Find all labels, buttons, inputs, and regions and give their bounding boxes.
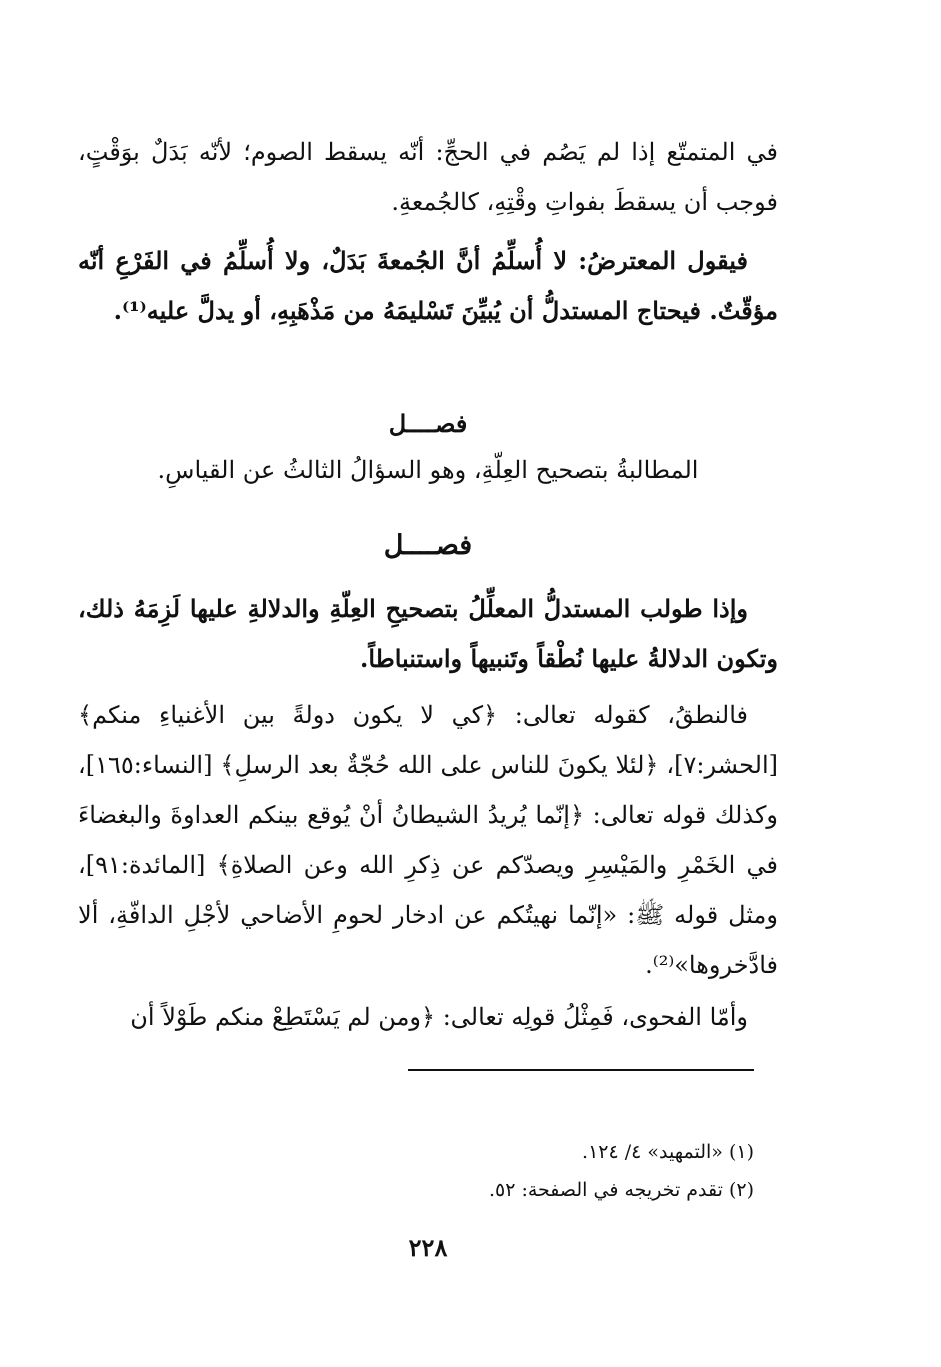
paragraph-demand-for-cause: وإذا طولب المستدلُّ المعلِّلُ بتصحيحِ العِلّةِ والدلالةِ عليها لَزِمَهُ ذلك، وتكون الدلالةُ عليها نُطْقاً وتَنبيهاً واستنباطاً. [78, 594, 778, 673]
paragraph-explicit-text: فالنطقُ، كقوله تعالى: ﴿كي لا يكون دولةً بين الأغنياءِ منكم﴾ [الحشر:٧]، ﴿لئلا يكونَ للناس على الله حُجّةٌ بعد الرسلِ﴾ [النساء:١٦٥]، وكذلك قوله تعالى: ﴿إنّما يُريدُ الشيطانُ أنْ يُوقع بينكم العداوةَ والبغضاءَ في الخَمْرِ والمَيْسِرِ ويصدّكم عن ذِكرِ الله وعن الصلاةِ﴾ [المائدة:٩١]، ومثل قوله ﷺ: «إنّما نهيتُكم عن ادخار لحومِ الأضاحي لأجْلِ الدافّةِ، ألا فادَّخروها»⁽²⁾. [78, 701, 779, 979]
section-subtitle: المطالبةُ بتصحيح العِلّةِ، وهو السؤالُ الثالثُ عن القياسِ. [157, 456, 699, 484]
section-heading-fasl-2: فصــــل [383, 530, 473, 561]
footnotes [78, 1133, 754, 1209]
page-number: ٢٢٨ [408, 1233, 448, 1262]
section-heading-fasl-1: فصــــل [388, 409, 468, 438]
paragraph-continuation: في المتمتّع إذا لم يَصُم في الحجِّ: أنّه يسقط الصوم؛ لأنّه بَدَلٌ بوَقْتٍ، فوجب أن يسقطَ بفواتِ وقْتِهِ، كالجُمعةِ. [78, 138, 778, 216]
paragraph-implication: وأمّا الفحوى، فَمِثْلُ قولِه تعالى: ﴿ومن لم يَسْتَطِعْ منكم طَوْلاً أن [130, 1003, 748, 1031]
footnote-1: (١) «التمهيد» ٤/ ١٢٤. [582, 1141, 754, 1163]
footnote-divider [408, 1069, 754, 1071]
paragraph-objection: فيقول المعترضُ: لا أُسلِّمُ أنَّ الجُمعةَ بَدَلٌ، ولا أُسلِّمُ في الفَرْعِ أنّه مؤقّتٌ. فيحتاج المستدلُّ أن يُبيِّنَ تَسْليمَهُ من مَذْهَبِهِ، أو يدلَّ عليه⁽¹⁾. [78, 246, 778, 325]
footnote-2: (٢) تقدم تخريجه في الصفحة: ٥٢. [488, 1179, 754, 1201]
